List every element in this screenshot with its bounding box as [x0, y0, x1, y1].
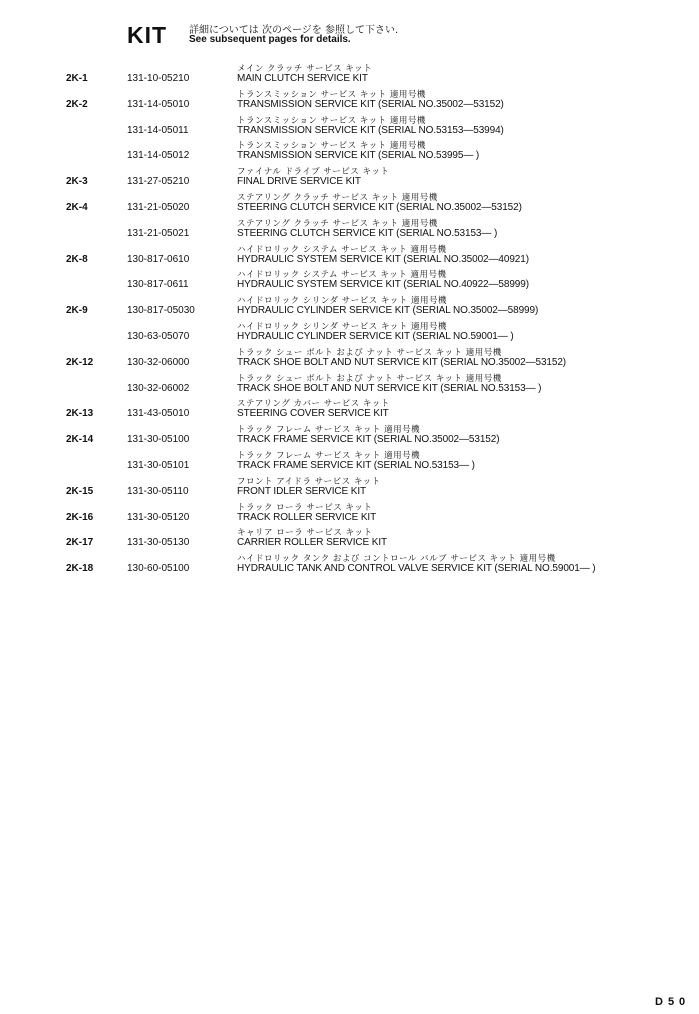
part-description: HYDRAULIC TANK AND CONTROL VALVE SERVICE KIT (SERIAL NO.59001— )	[237, 563, 596, 575]
list-item	[0, 423, 699, 449]
part-description: HYDRAULIC CYLINDER SERVICE KIT (SERIAL NO.59001— )	[237, 331, 514, 342]
part-description: TRACK SHOE BOLT AND NUT SERVICE KIT (SERIAL NO.35002—53152)	[237, 356, 567, 368]
japanese-caption: ファイナル ドライブ サービス キット	[237, 167, 390, 178]
list-item	[0, 139, 699, 165]
page-code: D50	[655, 996, 691, 1008]
part-number: 131-27-05210	[127, 176, 190, 188]
list-item	[0, 217, 699, 243]
page-title: KIT	[127, 22, 168, 48]
part-number: 131-14-05011	[127, 124, 189, 136]
part-number: 131-21-05020	[127, 202, 190, 213]
list-item	[0, 114, 699, 140]
japanese-caption: ハイドロリック システム サービス キット 適用号機	[237, 244, 447, 255]
list-item	[0, 88, 699, 114]
details-note-japanese: 詳細については 次のページを 参照して下さい.	[189, 25, 399, 36]
reference-number: 2K-4	[66, 202, 88, 213]
reference-number: 2K-16	[66, 511, 94, 523]
part-description: HYDRAULIC CYLINDER SERVICE KIT (SERIAL NO.35002—58999)	[237, 305, 539, 317]
japanese-caption: ハイドロリック システム サービス キット 適用号機	[237, 270, 447, 281]
part-description: HYDRAULIC SYSTEM SERVICE KIT (SERIAL NO.40922—58999)	[237, 279, 529, 291]
list-item	[0, 397, 699, 423]
japanese-caption: トラック シュー ボルト および ナット サービス キット 適用号機	[237, 347, 502, 358]
part-number: 130-32-06002	[127, 382, 190, 394]
list-item	[0, 294, 699, 320]
reference-number: 2K-1	[66, 73, 88, 84]
list-item	[0, 372, 699, 398]
part-description: TRACK ROLLER SERVICE KIT	[237, 511, 377, 523]
list-item	[0, 320, 699, 346]
list-item	[0, 501, 699, 527]
part-description: TRANSMISSION SERVICE KIT (SERIAL NO.53995— )	[237, 150, 480, 162]
list-item	[0, 191, 699, 217]
japanese-caption: ステアリング カバー サービス キット	[237, 399, 390, 410]
part-number: 131-43-05010	[127, 408, 190, 420]
japanese-caption: トラック フレーム サービス キット 適用号機	[237, 425, 421, 436]
part-number: 131-30-05130	[127, 537, 190, 549]
list-item	[0, 552, 699, 578]
part-number: 130-60-05100	[127, 563, 190, 575]
japanese-caption: キャリア ローラ サービス キット	[237, 528, 373, 539]
japanese-caption: ハイドロリック シリンダ サービス キット 適用号機	[237, 296, 447, 307]
reference-number: 2K-14	[66, 434, 94, 446]
japanese-caption: ハイドロリック タンク および コントロール バルブ サービス キット 適用号機	[237, 554, 556, 565]
reference-number: 2K-17	[66, 537, 94, 549]
part-number: 131-21-05021	[127, 227, 190, 239]
list-item	[0, 62, 699, 88]
reference-number: 2K-18	[66, 563, 94, 575]
part-number: 130-63-05070	[127, 331, 190, 342]
part-description: STEERING COVER SERVICE KIT	[237, 408, 389, 420]
list-item	[0, 165, 699, 191]
part-number: 131-14-05010	[127, 98, 190, 110]
reference-number: 2K-8	[66, 253, 88, 265]
part-description: TRACK FRAME SERVICE KIT (SERIAL NO.53153— )	[237, 460, 475, 471]
part-number: 130-817-05030	[127, 305, 195, 317]
reference-number: 2K-9	[66, 305, 88, 317]
japanese-caption: トランスミッション サービス キット 適用号機	[237, 89, 426, 100]
japanese-caption: ステアリング クラッチ サービス キット 適用号機	[237, 218, 438, 229]
list-item	[0, 346, 699, 372]
list-item	[0, 526, 699, 552]
reference-number: 2K-2	[66, 98, 88, 110]
list-item	[0, 268, 699, 294]
japanese-caption: フロント アイドラ サービス キット	[237, 476, 381, 487]
japanese-caption: ステアリング クラッチ サービス キット 適用号機	[237, 193, 438, 203]
japanese-caption: トラック フレーム サービス キット 適用号機	[237, 451, 421, 461]
details-note-english: See subsequent pages for details.	[189, 34, 351, 45]
part-description: TRACK FRAME SERVICE KIT (SERIAL NO.35002—53152)	[237, 434, 500, 446]
japanese-caption: トランスミッション サービス キット 適用号機	[237, 141, 426, 152]
japanese-caption: メイン クラッチ サービス キット	[237, 64, 373, 74]
part-number: 131-30-05101	[127, 460, 190, 471]
part-description: STEERING CLUTCH SERVICE KIT (SERIAL NO.53153— )	[237, 227, 498, 239]
part-description: TRANSMISSION SERVICE KIT (SERIAL NO.35002—53152)	[237, 98, 504, 110]
reference-number: 2K-15	[66, 485, 94, 497]
part-number: 131-14-05012	[127, 150, 190, 162]
japanese-caption: トランスミッション サービス キット 適用号機	[237, 115, 426, 126]
reference-number: 2K-12	[66, 356, 94, 368]
part-number: 130-817-0610	[127, 253, 190, 265]
part-number: 131-30-05120	[127, 511, 190, 523]
part-description: TRACK SHOE BOLT AND NUT SERVICE KIT (SERIAL NO.53153— )	[237, 382, 542, 394]
part-number: 131-30-05100	[127, 434, 190, 446]
reference-number: 2K-13	[66, 408, 94, 420]
part-description: FRONT IDLER SERVICE KIT	[237, 485, 367, 497]
part-description: CARRIER ROLLER SERVICE KIT	[237, 537, 388, 549]
part-description: STEERING CLUTCH SERVICE KIT (SERIAL NO.35002—53152)	[237, 202, 522, 213]
part-description: FINAL DRIVE SERVICE KIT	[237, 176, 361, 188]
reference-number: 2K-3	[66, 176, 88, 188]
japanese-caption: トラック ローラ サービス キット	[237, 502, 373, 513]
part-description: MAIN CLUTCH SERVICE KIT	[237, 73, 368, 84]
part-number: 131-10-05210	[127, 73, 190, 84]
part-number: 131-30-05110	[127, 485, 189, 497]
japanese-caption: ハイドロリック シリンダ サービス キット 適用号機	[237, 322, 447, 332]
part-number: 130-32-06000	[127, 356, 190, 368]
list-item	[0, 449, 699, 475]
part-number: 130-817-0611	[127, 279, 189, 291]
list-item	[0, 243, 699, 269]
part-description: TRANSMISSION SERVICE KIT (SERIAL NO.53153—53994)	[237, 124, 504, 136]
japanese-caption: トラック シュー ボルト および ナット サービス キット 適用号機	[237, 373, 502, 384]
list-item	[0, 475, 699, 501]
part-description: HYDRAULIC SYSTEM SERVICE KIT (SERIAL NO.35002—40921)	[237, 253, 529, 265]
